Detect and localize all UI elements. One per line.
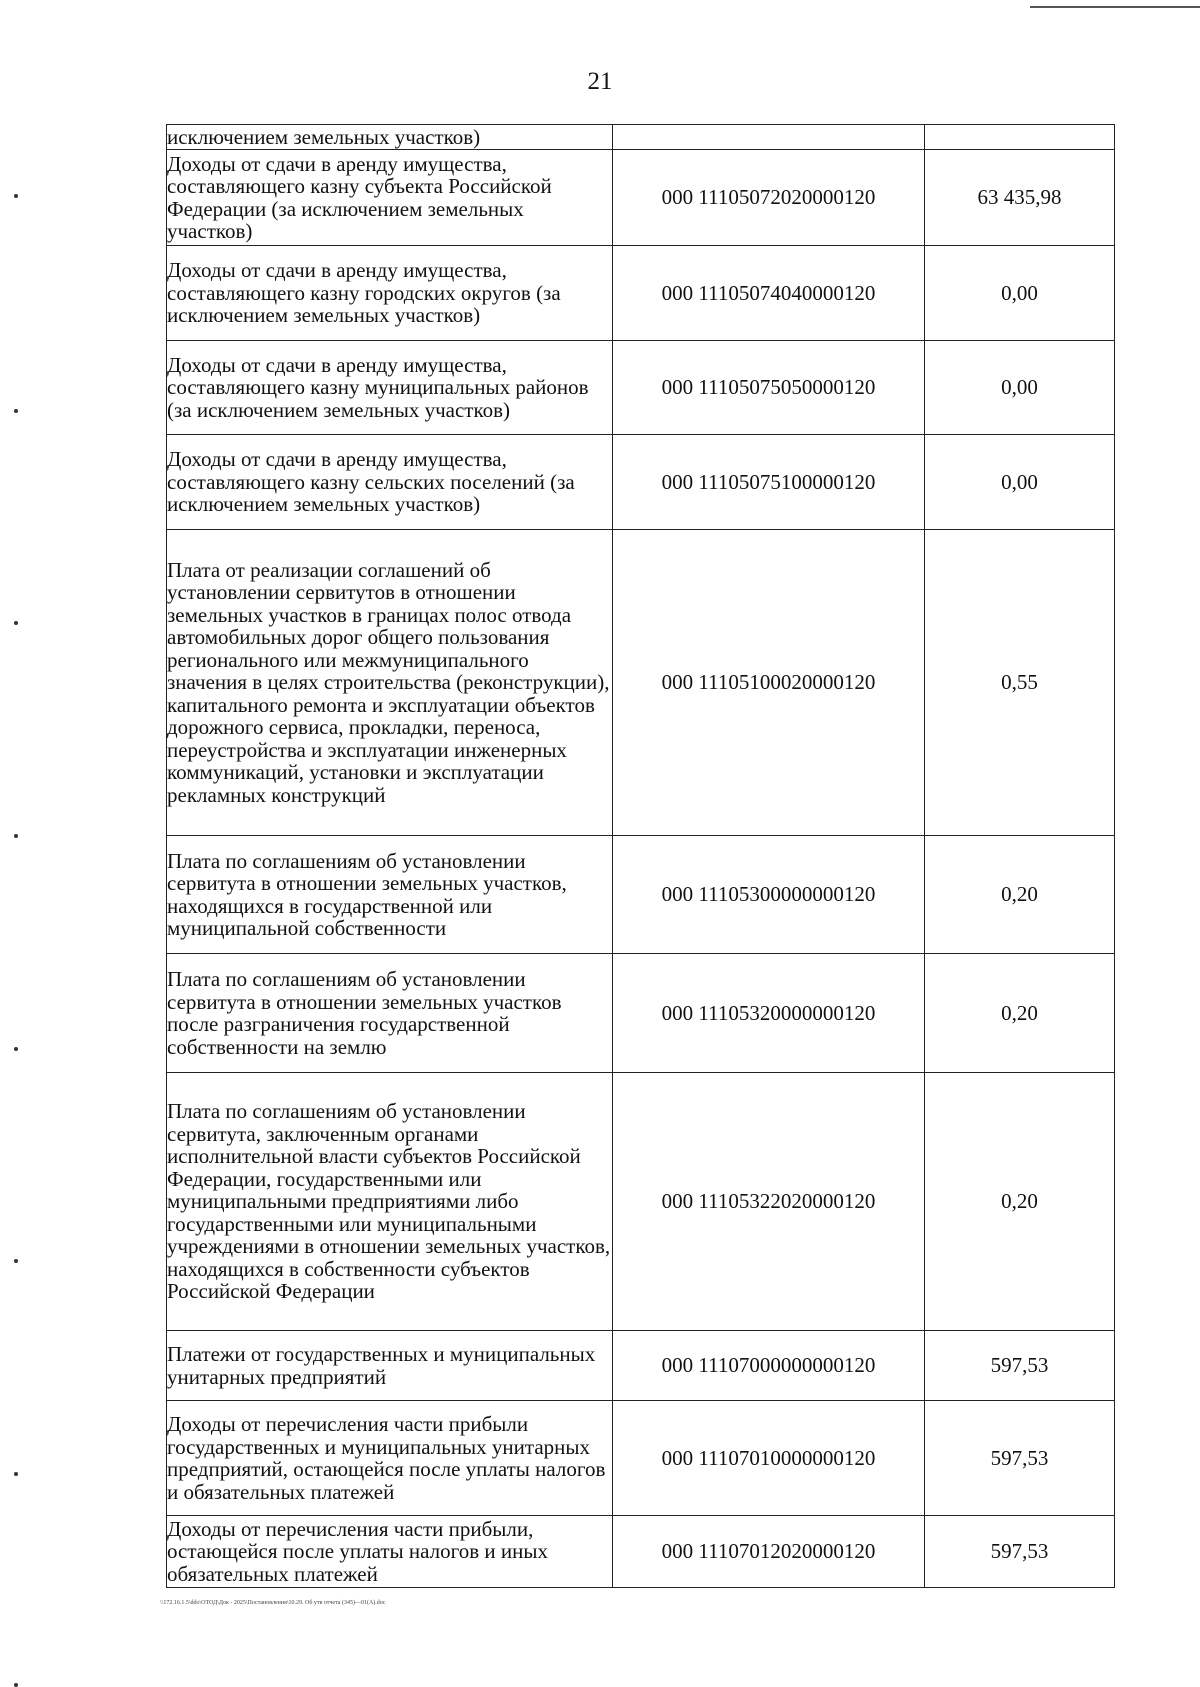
table-row [167,1073,1115,1331]
margin-dot [14,621,18,625]
page-number: 21 [587,68,613,95]
row-description: Плата от реализации соглашений об установлении сервитутов в отношении земельных участков в границах полос отвода автомобильных дорог общего пользования регионального или межмуниципального значения в целях строительства (реконструкции), капитального ремонта и эксплуатации объектов дорожного сервиса, прокладки, переноса, переустройства и эксплуатации инженерных коммуникаций, установки и эксплуатации рекламных конструкций [167,530,613,836]
row-amount: 597,53 [925,1516,1115,1588]
row-amount: 0,00 [925,341,1115,435]
row-code: 000 11105322020000120 [613,1073,925,1331]
row-code: 000 11107010000000120 [613,1401,925,1516]
row-description: Доходы от перечисления части прибыли, остающейся после уплаты налогов и иных обязательных платежей [167,1516,613,1588]
table-row [167,435,1115,530]
row-code: 000 11105320000000120 [613,954,925,1073]
row-description: Доходы от сдачи в аренду имущества, составляющего казну городских округов (за исключением земельных участков) [167,246,613,341]
row-code: 000 11105300000000120 [613,836,925,954]
row-code [613,125,925,150]
margin-dot [14,409,18,413]
table-row [167,125,1115,150]
row-description: Доходы от перечисления части прибыли государственных и муниципальных унитарных предприятий, остающейся после уплаты налогов и обязательных платежей [167,1401,613,1516]
row-description: Доходы от сдачи в аренду имущества, составляющего казну субъекта Российской Федерации (за исключением земельных участков) [167,150,613,246]
margin-dot [14,1683,18,1687]
row-code: 000 11105075100000120 [613,435,925,530]
table-row [167,246,1115,341]
row-description: Доходы от сдачи в аренду имущества, составляющего казну сельских поселений (за исключением земельных участков) [167,435,613,530]
row-description: Платежи от государственных и муниципальных унитарных предприятий [167,1331,613,1401]
row-description: Плата по соглашениям об установлении сервитута в отношении земельных участков, находящихся в государственной или муниципальной собственности [167,836,613,954]
margin-dot [14,1259,18,1263]
table-row [167,836,1115,954]
row-amount: 0,00 [925,246,1115,341]
row-amount: 597,53 [925,1401,1115,1516]
row-description: Доходы от сдачи в аренду имущества, составляющего казну муниципальных районов (за исключением земельных участков) [167,341,613,435]
margin-dot [14,834,18,838]
top-rule [1030,6,1200,8]
row-amount [925,125,1115,150]
table-row [167,1401,1115,1516]
table-row [167,1516,1115,1588]
row-code: 000 11105100020000120 [613,530,925,836]
row-description: Плата по соглашениям об установлении сервитута, заключенным органами исполнительной власти субъектов Российской Федерации, государственными или муниципальными предприятиями либо государственными или муниципальными учреждениями в отношении земельных участков, находящихся в собственности субъектов Российской Федерации [167,1073,613,1331]
row-amount: 0,20 [925,1073,1115,1331]
row-description: Плата по соглашениям об установлении сервитута в отношении земельных участков после разграничения государственной собственности на землю [167,954,613,1073]
table-row [167,530,1115,836]
table-row [167,150,1115,246]
margin-dot [14,1047,18,1051]
table-row [167,1331,1115,1401]
row-amount: 0,20 [925,836,1115,954]
row-code: 000 11107000000000120 [613,1331,925,1401]
row-amount: 0,00 [925,435,1115,530]
table-row [167,341,1115,435]
row-amount: 0,55 [925,530,1115,836]
revenue-table [166,124,1115,1588]
footer-file-path: \\172.16.1.5\ddo\ОТОД\Док - 2025\Постановления\10.29. Об утв отчета (345)—01(А).doc [160,1600,386,1606]
row-code: 000 11105072020000120 [613,150,925,246]
row-code: 000 11105074040000120 [613,246,925,341]
margin-dot [14,194,18,198]
row-code: 000 11105075050000120 [613,341,925,435]
row-code: 000 11107012020000120 [613,1516,925,1588]
row-amount: 0,20 [925,954,1115,1073]
row-amount: 597,53 [925,1331,1115,1401]
row-amount: 63 435,98 [925,150,1115,246]
row-description: исключением земельных участков) [167,125,613,150]
table-row [167,954,1115,1073]
margin-dot [14,1472,18,1476]
